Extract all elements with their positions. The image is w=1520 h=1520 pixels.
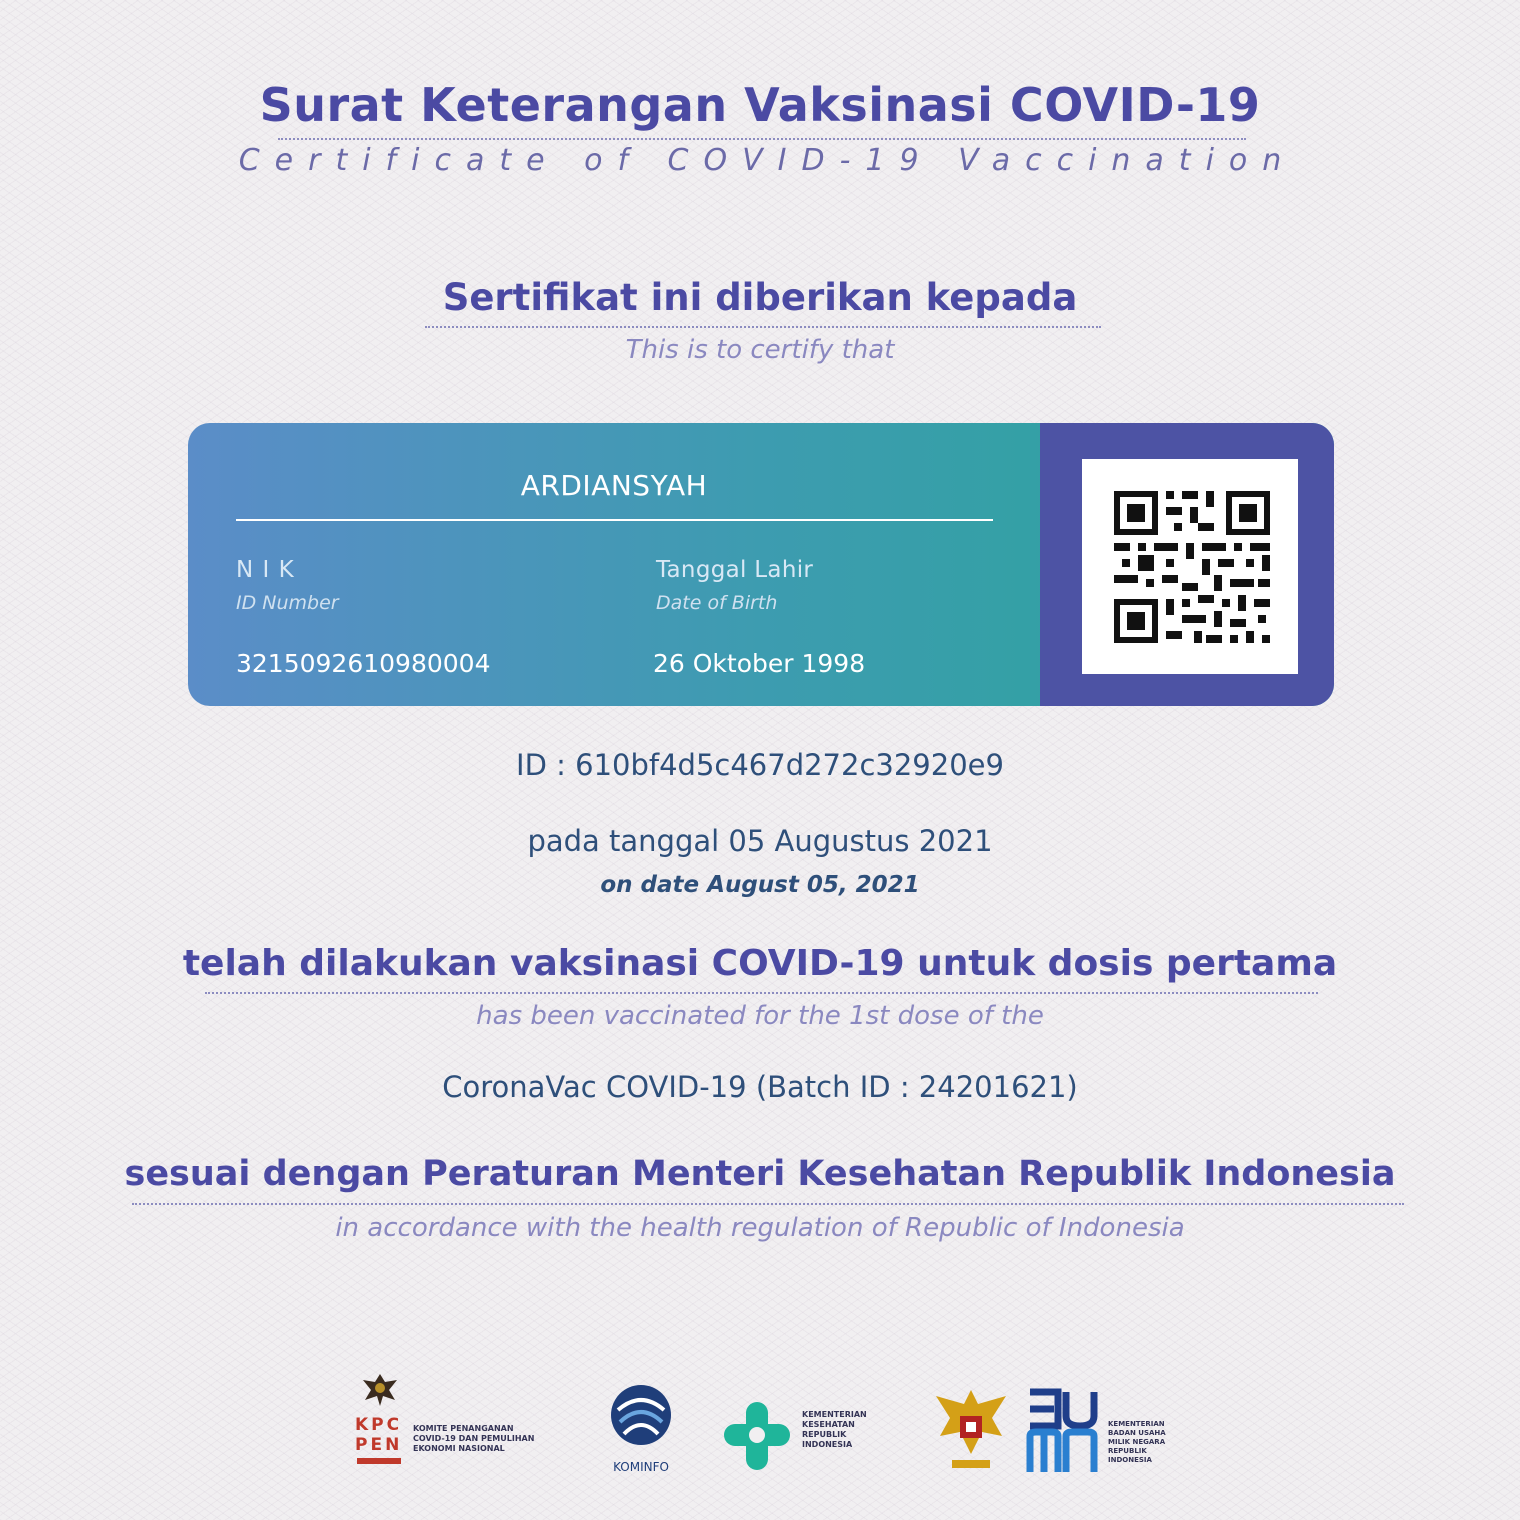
kominfo-label: KOMINFO xyxy=(613,1460,669,1474)
bumn-text-2: BADAN USAHA xyxy=(1108,1429,1166,1437)
nik-value: 3215092610980004 xyxy=(236,649,491,678)
holder-card xyxy=(188,423,1334,706)
bumn-text-3: MILIK NEGARA xyxy=(1108,1438,1166,1446)
vaccination-date-en: on date August 05, 2021 xyxy=(600,872,920,898)
bumn-text-1: KEMENTERIAN xyxy=(1108,1420,1165,1428)
intro-divider xyxy=(425,326,1101,328)
bumn-text-5: INDONESIA xyxy=(1108,1456,1152,1464)
kominfo-logo xyxy=(598,1380,688,1480)
name-divider xyxy=(236,519,993,521)
certificate-title: Surat Keterangan Vaksinasi COVID-19 xyxy=(259,78,1261,132)
kpcpen-mark-bottom: PEN xyxy=(355,1435,403,1455)
kemenkes-text-4: INDONESIA xyxy=(802,1440,853,1449)
certificate-subtitle: Certificate of COVID-19 Vaccination xyxy=(238,143,1297,178)
garuda-emblem-icon xyxy=(355,1370,405,1410)
dob-sublabel: Date of Birth xyxy=(656,592,778,614)
kpcpen-logo xyxy=(355,1370,405,1480)
regulation-statement-en: in accordance with the health regulation of Republic of Indonesia xyxy=(335,1213,1185,1243)
regulation-divider xyxy=(132,1203,1404,1205)
kemenkes-text-1: KEMENTERIAN xyxy=(802,1410,867,1419)
kpcpen-mark-top: KPC xyxy=(355,1415,403,1435)
intro-subtitle: This is to certify that xyxy=(625,335,895,365)
qr-panel xyxy=(1040,423,1334,706)
bumn-text-4: REPUBLIK xyxy=(1108,1447,1147,1455)
kemenkes-text-2: KESEHATAN xyxy=(802,1420,855,1429)
title-divider xyxy=(278,138,1246,140)
footer-logos xyxy=(0,1370,1520,1480)
bumn-logo-icon xyxy=(1026,1386,1100,1476)
holder-name: ARDIANSYAH xyxy=(520,469,708,502)
dob-label: Tanggal Lahir xyxy=(656,557,814,583)
regulation-statement: sesuai dengan Peraturan Menteri Kesehatan Republik Indonesia xyxy=(124,1154,1396,1194)
nik-sublabel: ID Number xyxy=(236,592,339,614)
garuda-emblem-icon xyxy=(930,1384,1012,1474)
vaccination-divider xyxy=(205,992,1318,994)
intro-title: Sertifikat ini diberikan kepada xyxy=(442,276,1078,319)
certificate-id: ID : 610bf4d5c467d272c32920e9 xyxy=(516,748,1004,782)
kpcpen-text-3: EKONOMI NASIONAL xyxy=(413,1444,505,1453)
dob-value: 26 Oktober 1998 xyxy=(653,649,866,678)
kemenkes-logo-icon xyxy=(722,1398,792,1474)
kpcpen-text-1: KOMITE PENANGANAN xyxy=(413,1424,514,1433)
vaccination-statement-en: has been vaccinated for the 1st dose of the xyxy=(476,1001,1044,1031)
qr-code-icon xyxy=(1082,459,1298,674)
vaccination-statement: telah dilakukan vaksinasi COVID-19 untuk dosis pertama xyxy=(182,943,1338,984)
kpcpen-text-2: COVID-19 DAN PEMULIHAN xyxy=(413,1434,535,1443)
kominfo-logo-icon xyxy=(606,1380,676,1450)
kemenkes-text-3: REPUBLIK xyxy=(802,1430,847,1439)
nik-label: N I K xyxy=(236,557,295,583)
vaccine-batch: CoronaVac COVID-19 (Batch ID : 24201621) xyxy=(442,1070,1078,1104)
vaccination-date: pada tanggal 05 Augustus 2021 xyxy=(527,824,993,858)
